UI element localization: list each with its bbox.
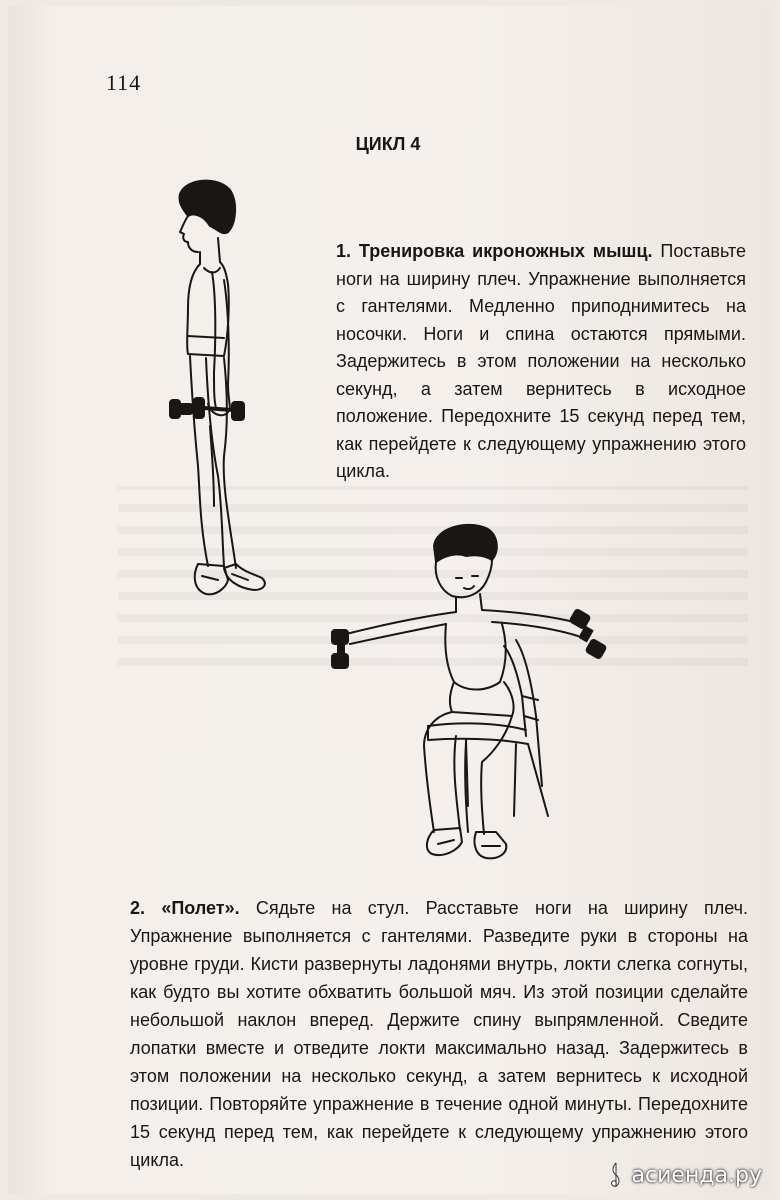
exercise-2-body: Сядьте на стул. Расставьте ноги на ширину плеч. Упражнение выполняется с гантелями. Разведите руки в стороны на уровне груди. Кисти развернуты ладонями внутрь, локти слегка согнуты, как будто вы хотите обхватить большой мяч. Из этой позиции сделайте небольшой наклон вперед. Держите спину выпрямленной. Сведите лопатки вместе и отведите локти максимально назад. Задержитесь в этом положении на несколько секунд, а затем вернитесь к исходной позиции. Повторяйте упражнение в течение одной минуты. Передохните 15 секунд перед тем, как перейдете к следующему упражнению этого цикла. bbox=[130, 898, 748, 1170]
page-number: 114 bbox=[106, 70, 142, 95]
exercise-2-title: 2. «Полет». bbox=[130, 898, 240, 918]
cycle-heading: ЦИКЛ 4 bbox=[355, 134, 421, 154]
exercise-1-body: Поставьте ноги на ширину плеч. Упражнение выполняется с гантелями. Медленно приподнимитесь на носочки. Ноги и спина остаются прямыми. Задержитесь в этом положении на несколько секунд, а затем вернитесь в исходное положение. Передохните 15 секунд перед тем, как перейдете к следующему упражнению этого цикла. bbox=[336, 241, 747, 481]
exercise-2-text bbox=[130, 894, 748, 1174]
exercise-1-text bbox=[336, 238, 746, 486]
exercise-1-title: 1. Тренировка икроножных мышц. bbox=[336, 241, 653, 261]
treble-clef-icon bbox=[606, 1162, 626, 1188]
watermark-text: асиенда.ру bbox=[631, 1162, 762, 1188]
calf-raise-illustration bbox=[158, 176, 278, 616]
site-watermark bbox=[606, 1162, 762, 1188]
seated-fly-illustration bbox=[316, 516, 616, 876]
book-page bbox=[8, 6, 772, 1194]
